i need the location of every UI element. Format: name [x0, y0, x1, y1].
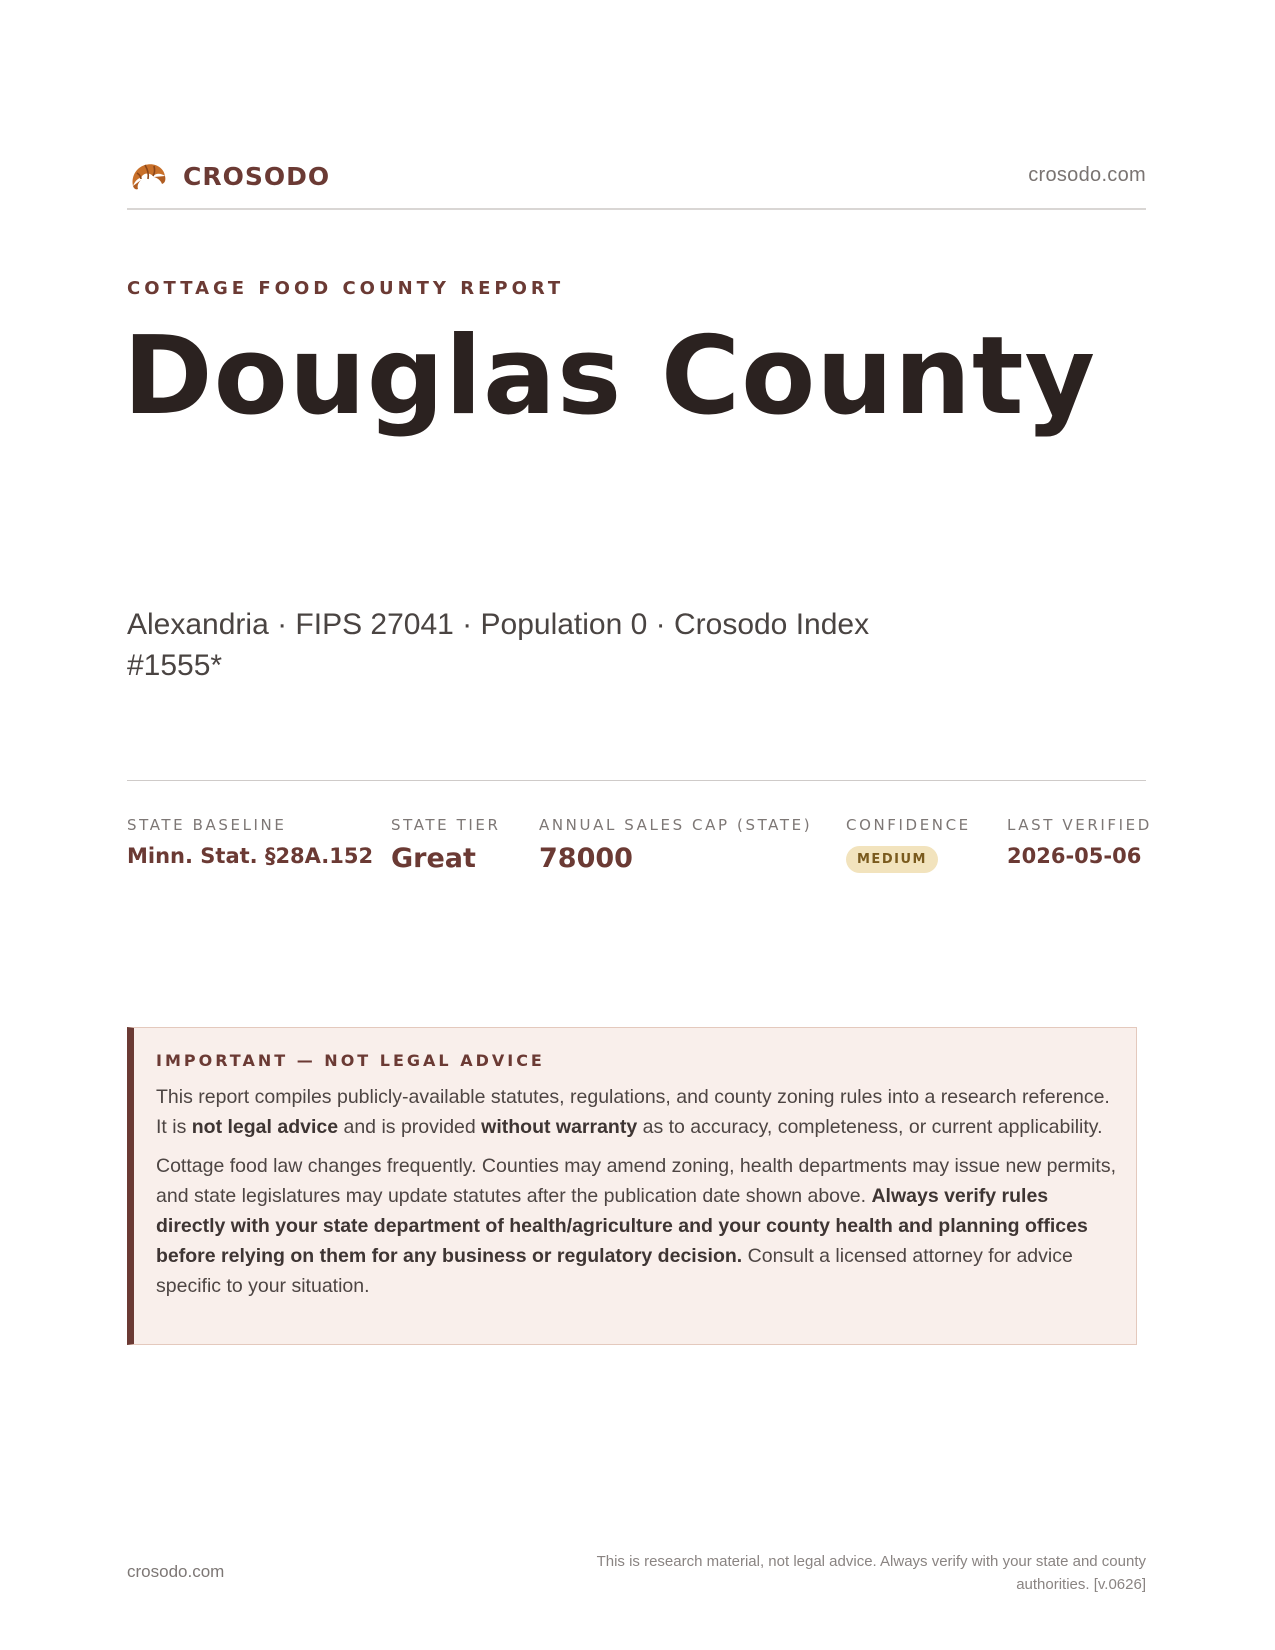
stat-label: ANNUAL SALES CAP (STATE) [539, 816, 813, 834]
header-site-link[interactable]: crosodo.com [1028, 164, 1146, 186]
notice-text: Consult a licensed attorney for advice specific to your situation. [156, 1245, 1073, 1297]
footer-site-link[interactable]: crosodo.com [127, 1562, 225, 1581]
notice-emphasis: not legal advice [191, 1116, 339, 1138]
page-title: Douglas County [123, 314, 1097, 439]
brand-name: CROSODO [183, 162, 331, 191]
report-eyebrow: COTTAGE FOOD COUNTY REPORT [127, 278, 565, 299]
notice-emphasis: without warranty [481, 1116, 638, 1138]
stat-value: Minn. Stat. §28A.152 [127, 844, 374, 868]
notice-body [156, 1082, 1116, 1310]
stat-state-baseline [127, 816, 373, 868]
footer-disclaimer: This is research material, not legal advice. Always verify with your state and county authorities. [v.0626] [596, 1553, 1146, 1593]
stat-label: STATE TIER [391, 816, 501, 834]
stat-annual-sales-cap [539, 816, 812, 874]
notice-emphasis: Always verify rules directly with your state department of health/agriculture and your county health and planning offices before relying on them for any business or regulatory decision. [156, 1185, 1088, 1267]
notice-paragraph [156, 1151, 1116, 1301]
notice-text: Cottage food law changes frequently. Counties may amend zoning, health departments may issue new permits, and state legislatures may update statutes after the publication date shown above. [156, 1155, 1116, 1207]
legal-notice [127, 1027, 1137, 1345]
stat-state-tier [391, 816, 501, 874]
notice-heading: IMPORTANT — NOT LEGAL ADVICE [156, 1051, 545, 1070]
stat-label: CONFIDENCE [846, 816, 971, 834]
report-page [123, 0, 1152, 1650]
report-subtitle: Alexandria · FIPS 27041 · Population 0 · Crosodo Index #1555* [127, 608, 870, 682]
confidence-badge: MEDIUM [846, 846, 938, 873]
notice-text: This report compiles publicly-available statutes, regulations, and county zoning rules into a research reference. It is [156, 1086, 1110, 1138]
stat-value: 78000 [539, 843, 633, 874]
notice-paragraph [156, 1082, 1116, 1142]
stat-value: Great [391, 843, 476, 874]
page-header [127, 156, 1146, 210]
stats-divider [127, 780, 1146, 781]
notice-text: as to accuracy, completeness, or current applicability. [637, 1116, 1103, 1138]
stat-label: STATE BASELINE [127, 816, 287, 834]
stat-label: LAST VERIFIED [1007, 816, 1152, 834]
stat-confidence [846, 816, 971, 873]
brand [127, 156, 330, 198]
stat-value: 2026-05-06 [1007, 844, 1142, 868]
notice-text: and is provided [338, 1116, 482, 1138]
stat-last-verified [1007, 816, 1152, 868]
croissant-icon [127, 156, 169, 198]
